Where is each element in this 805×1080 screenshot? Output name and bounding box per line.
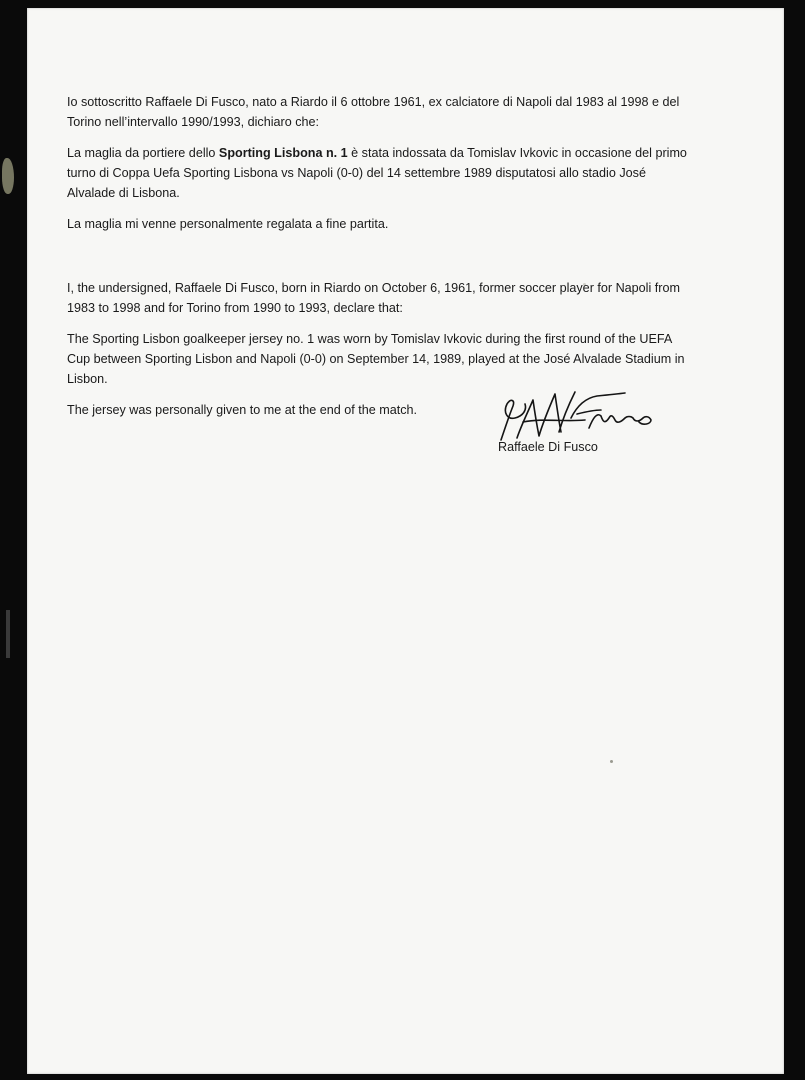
scan-edge-mark	[2, 158, 14, 194]
signatory-printed-name: Raffaele Di Fusco	[498, 440, 598, 454]
signature-block	[493, 388, 673, 460]
italian-gift-statement: La maglia mi venne personalmente regalata a fine partita.	[67, 217, 389, 231]
paper-speck	[610, 760, 613, 763]
italian-jersey-text-pre: La maglia da portiere dello	[67, 146, 219, 160]
italian-jersey-highlight: Sporting Lisbona n. 1	[218, 146, 348, 160]
english-gift-statement: The jersey was personally given to me at the end of the match.	[67, 403, 418, 417]
english-intro: I, the undersigned, Raffaele Di Fusco, born in Riardo on October 6, 1961, former soccer player for Napoli from 1983 to 1998 and for Torino from 1990 to 1993, declare that:	[67, 281, 680, 315]
italian-jersey-statement	[67, 143, 697, 203]
italian-intro: Io sottoscritto Raffaele Di Fusco, nato a Riardo il 6 ottobre 1961, ex calciatore di Napoli dal 1983 al 1998 e del Torino nell’intervallo 1990/1993, dichiaro che:	[67, 95, 680, 129]
handwritten-signature	[493, 388, 673, 448]
declaration-body	[67, 92, 697, 431]
english-jersey-statement: The Sporting Lisbon goalkeeper jersey no. 1 was worn by Tomislav Ivkovic during the first round of the UEFA Cup between Sporting Lisbon and Napoli (0-0) on September 14, 1989, played at the José Alvalade Stadium in Lisbon.	[67, 332, 685, 386]
scan-edge-mark	[6, 610, 10, 658]
italian-jersey-text-post: è stata indossata da Tomislav Ivkovic in occasione del primo turno di Coppa Uefa Sporting Lisbona vs Napoli (0-0) del 14 settembre 1989 disputatosi allo stadio José Alvalade di Lisbona.	[67, 146, 687, 200]
